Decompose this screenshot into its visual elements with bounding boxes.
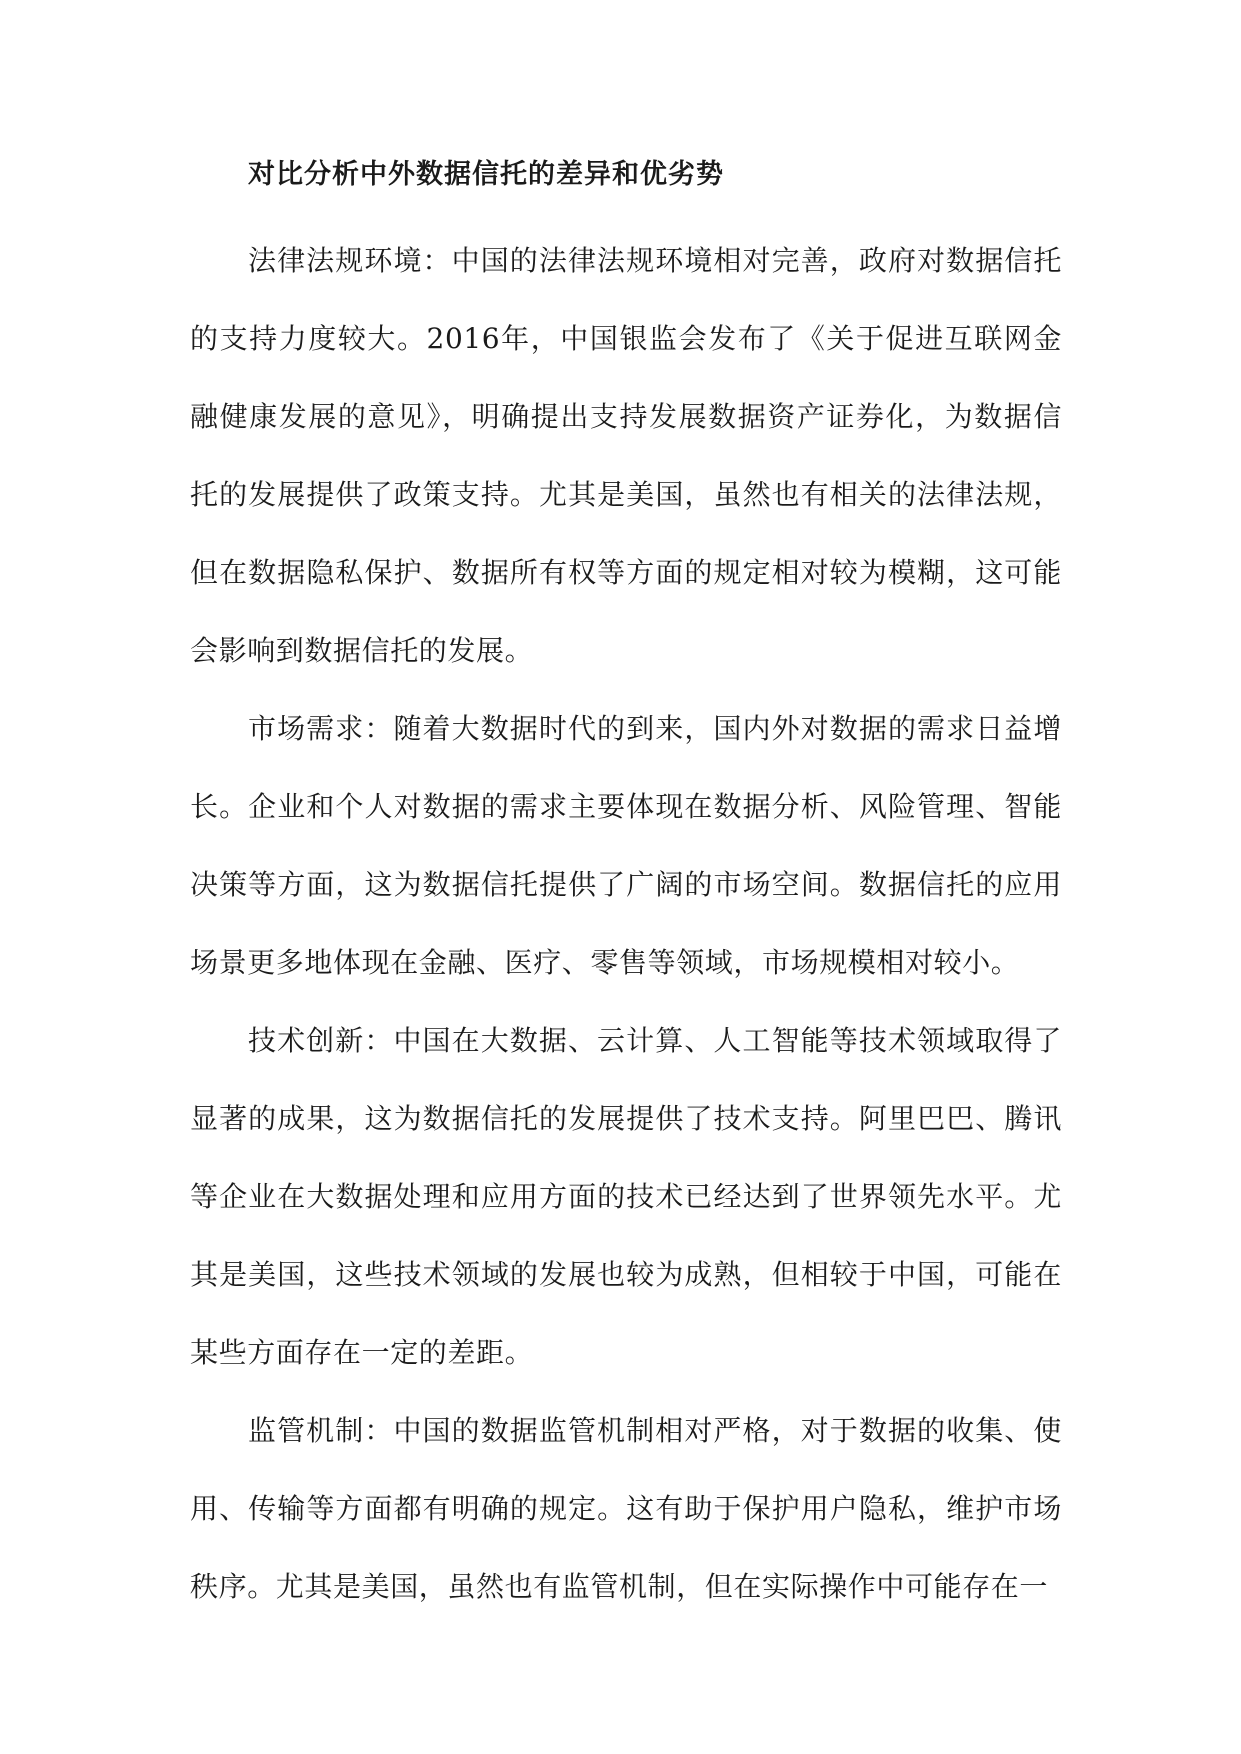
paragraph-regulatory-mechanism: 监管机制：中国的数据监管机制相对严格，对于数据的收集、使用、传输等方面都有明确的规定。这有助于保护用户隐私，维护市场秩序。尤其是美国，虽然也有监管机制，但在实际操作中可能存在一 [190,1414,1062,1603]
paragraph-technology-innovation: 技术创新：中国在大数据、云计算、人工智能等技术领域取得了显著的成果，这为数据信托的发展提供了技术支持。阿里巴巴、腾讯等企业在大数据处理和应用方面的技术已经达到了世界领先水平。尤其是美国，这些技术领域的发展也较为成熟，但相较于中国，可能在某些方面存在一定的差距。 [190,1024,1062,1369]
paragraph-legal-environment: 法律法规环境：中国的法律法规环境相对完善，政府对数据信托的支持力度较大。2016年，中国银监会发布了《关于促进互联网金融健康发展的意见》，明确提出支持发展数据资产证券化，为数据信托的发展提供了政策支持。尤其是美国，虽然也有相关的法律法规，但在数据隐私保护、数据所有权等方面的规定相对较为模糊，这可能会影响到数据信托的发展。 [190,244,1062,667]
document-title: 对比分析中外数据信托的差异和优劣势 [248,159,724,190]
document-body [190,148,1062,1626]
paragraph-market-demand: 市场需求：随着大数据时代的到来，国内外对数据的需求日益增长。企业和个人对数据的需求主要体现在数据分析、风险管理、智能决策等方面，这为数据信托提供了广阔的市场空间。数据信托的应用场景更多地体现在金融、医疗、零售等领域，市场规模相对较小。 [190,712,1062,979]
